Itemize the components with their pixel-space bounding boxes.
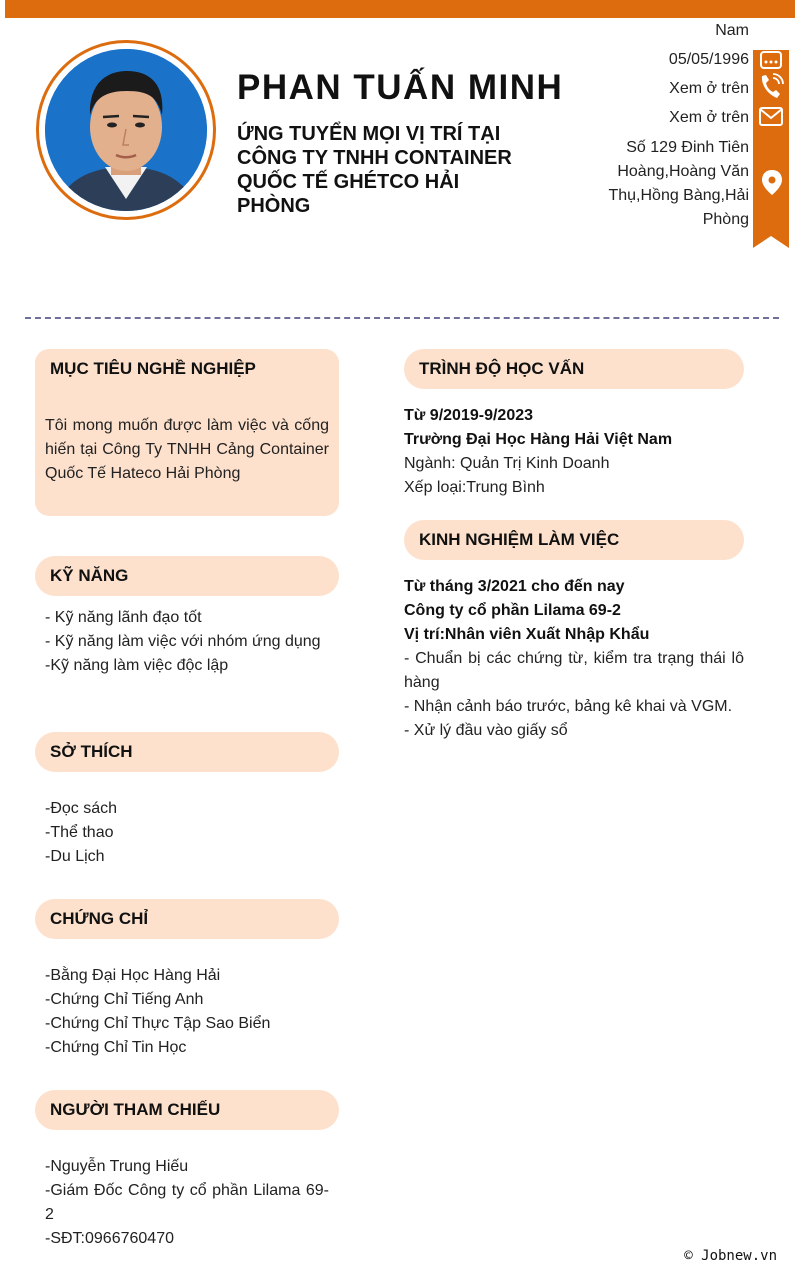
avatar xyxy=(45,49,207,211)
contact-icon-ribbon xyxy=(753,50,789,248)
list-item: -Chứng Chỉ Thực Tập Sao Biển xyxy=(45,1015,271,1032)
list-item: -Bằng Đại Học Hàng Hải xyxy=(45,967,221,984)
list-item: - Chuẩn bị các chứng từ, kiểm tra trạng thái lô hàng xyxy=(404,650,744,691)
skills-list xyxy=(45,606,329,678)
education-entry xyxy=(404,404,744,500)
experience-company: Công ty cổ phần Lilama 69-2 xyxy=(404,602,621,619)
experience-role: Vị trí:Nhân viên Xuất Nhập Khẩu xyxy=(404,626,650,643)
education-period: Từ 9/2019-9/2023 xyxy=(404,407,534,424)
certificates-heading: CHỨNG CHỈ xyxy=(35,899,339,939)
email-value: Xem ở trên xyxy=(669,109,749,126)
objective-text: Tôi mong muốn được làm việc và cống hiến tại Công Ty TNHH Cảng Container Quốc Tế Hateco Hải Phòng xyxy=(45,417,329,482)
references-heading: NGƯỜI THAM CHIẾU xyxy=(35,1090,339,1130)
education-school: Trường Đại Học Hàng Hải Việt Nam xyxy=(404,431,673,448)
gender-value: Nam xyxy=(715,22,749,39)
list-item: - Xử lý đầu vào giấy sổ xyxy=(404,722,568,739)
list-item: -Đọc sách xyxy=(45,800,118,817)
phone-value: Xem ở trên xyxy=(669,80,749,97)
experience-period: Từ tháng 3/2021 cho đến nay xyxy=(404,578,625,595)
experience-entry xyxy=(404,575,744,743)
list-item: -SĐT:0966760470 xyxy=(45,1230,174,1247)
list-item: -Giám Đốc Công ty cổ phần Lilama 69-2 xyxy=(45,1182,329,1223)
list-item: - Kỹ năng lãnh đạo tốt xyxy=(45,609,202,626)
contact-info xyxy=(569,18,749,232)
footer-credit[interactable]: © Jobnew.vn xyxy=(684,1248,777,1264)
avatar-frame xyxy=(36,40,216,220)
references-list xyxy=(45,1155,329,1251)
education-rank: Xếp loại:Trung Bình xyxy=(404,479,545,496)
address-value: Số 129 Đinh Tiên Hoàng,Hoàng Văn Thụ,Hồng Bàng,Hải Phòng xyxy=(608,139,749,228)
objective-section xyxy=(35,349,339,516)
experience-heading: KINH NGHIỆM LÀM VIỆC xyxy=(404,520,744,560)
top-accent-bar xyxy=(5,0,795,18)
candidate-name: PHAN TUẤN MINH xyxy=(237,68,564,107)
birthday-value: 05/05/1996 xyxy=(668,51,749,68)
list-item: -Chứng Chỉ Tiếng Anh xyxy=(45,991,204,1008)
skills-heading: KỸ NĂNG xyxy=(35,556,339,596)
objective-heading: MỤC TIÊU NGHỀ NGHIỆP xyxy=(50,359,256,378)
hobbies-heading: SỞ THÍCH xyxy=(35,732,339,772)
list-item: -Thể thao xyxy=(45,824,114,841)
hobbies-list xyxy=(45,797,329,869)
education-major: Ngành: Quản Trị Kinh Doanh xyxy=(404,455,610,472)
list-item: -Kỹ năng làm việc độc lập xyxy=(45,657,229,674)
list-item: - Nhận cảnh báo trước, bảng kê khai và VGM. xyxy=(404,698,733,715)
position-title: ỨNG TUYỂN MỌI VỊ TRÍ TẠI CÔNG TY TNHH CONTAINER QUỐC TẾ GHÉTCO HẢI PHÒNG xyxy=(237,123,512,217)
list-item: -Chứng Chỉ Tin Học xyxy=(45,1039,187,1056)
list-item: -Nguyễn Trung Hiếu xyxy=(45,1158,189,1175)
certificates-list xyxy=(45,964,329,1060)
list-item: -Du Lịch xyxy=(45,848,105,865)
header-divider xyxy=(25,317,779,319)
list-item: - Kỹ năng làm việc với nhóm ứng dụng xyxy=(45,633,321,650)
education-heading: TRÌNH ĐỘ HỌC VẤN xyxy=(404,349,744,389)
